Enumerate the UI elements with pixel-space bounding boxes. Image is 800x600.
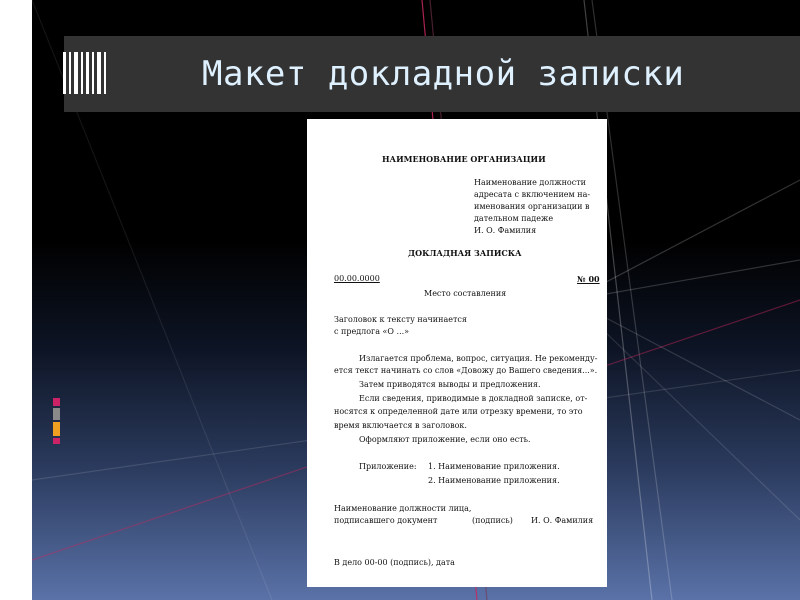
slide-title: Макет докладной записки — [202, 54, 685, 94]
signer-name: И. О. Фамилия — [531, 516, 594, 525]
body-line-1: Излагается проблема, вопрос, ситуация. Не рекоменду- — [359, 354, 598, 363]
appendix-label: Приложение: — [359, 462, 417, 471]
place-of-creation: Место составления — [424, 289, 507, 298]
addressee-line-4: дательном падеже — [474, 214, 554, 223]
signature-placeholder: (подпись) — [472, 516, 513, 525]
memo-template-image — [307, 119, 607, 587]
file-note: В дело 00-00 (подпись), дата — [334, 558, 455, 567]
signer-position-line-1: Наименование должности лица, — [334, 504, 472, 513]
body-line-6: время включается в заголовок. — [334, 421, 467, 430]
side-accent-marks — [53, 398, 61, 444]
body-line-5: носятся к определенной дате или отрезку времени, то это — [334, 407, 583, 416]
body-line-3: Затем приводятся выводы и предложения. — [359, 380, 541, 389]
slide-background — [32, 0, 800, 600]
accent-mark-orange — [53, 422, 60, 436]
appendix-item-1: 1. Наименование приложения. — [428, 462, 560, 471]
signer-position-line-2: подписавшего документ — [334, 516, 438, 525]
document-number: № 00 — [577, 274, 600, 284]
document-date: 00.00.0000 — [334, 274, 380, 283]
heading-line-1: Заголовок к тексту начинается — [334, 315, 467, 324]
addressee-line-1: Наименование должности — [474, 178, 586, 187]
org-name: НАИМЕНОВАНИЕ ОРГАНИЗАЦИИ — [382, 154, 546, 164]
stripes-decoration — [63, 50, 109, 96]
addressee-line-5: И. О. Фамилия — [474, 226, 537, 235]
addressee-line-3: именования организации в — [474, 202, 590, 211]
body-line-7: Оформляют приложение, если оно есть. — [359, 435, 531, 444]
accent-mark-gray — [53, 408, 60, 420]
title-bar — [64, 36, 800, 112]
accent-mark-magenta — [53, 398, 60, 406]
document-title: ДОКЛАДНАЯ ЗАПИСКА — [408, 248, 522, 258]
appendix-item-2: 2. Наименование приложения. — [428, 476, 560, 485]
heading-line-2: с предлога «О ...» — [334, 327, 410, 336]
body-line-2: ется текст начинать со слов «Довожу до Вашего сведения...». — [334, 366, 598, 375]
body-line-4: Если сведения, приводимые в докладной записке, от- — [359, 394, 588, 403]
addressee-line-2: адресата с включением на- — [474, 190, 591, 199]
accent-mark-magenta-2 — [53, 438, 60, 444]
